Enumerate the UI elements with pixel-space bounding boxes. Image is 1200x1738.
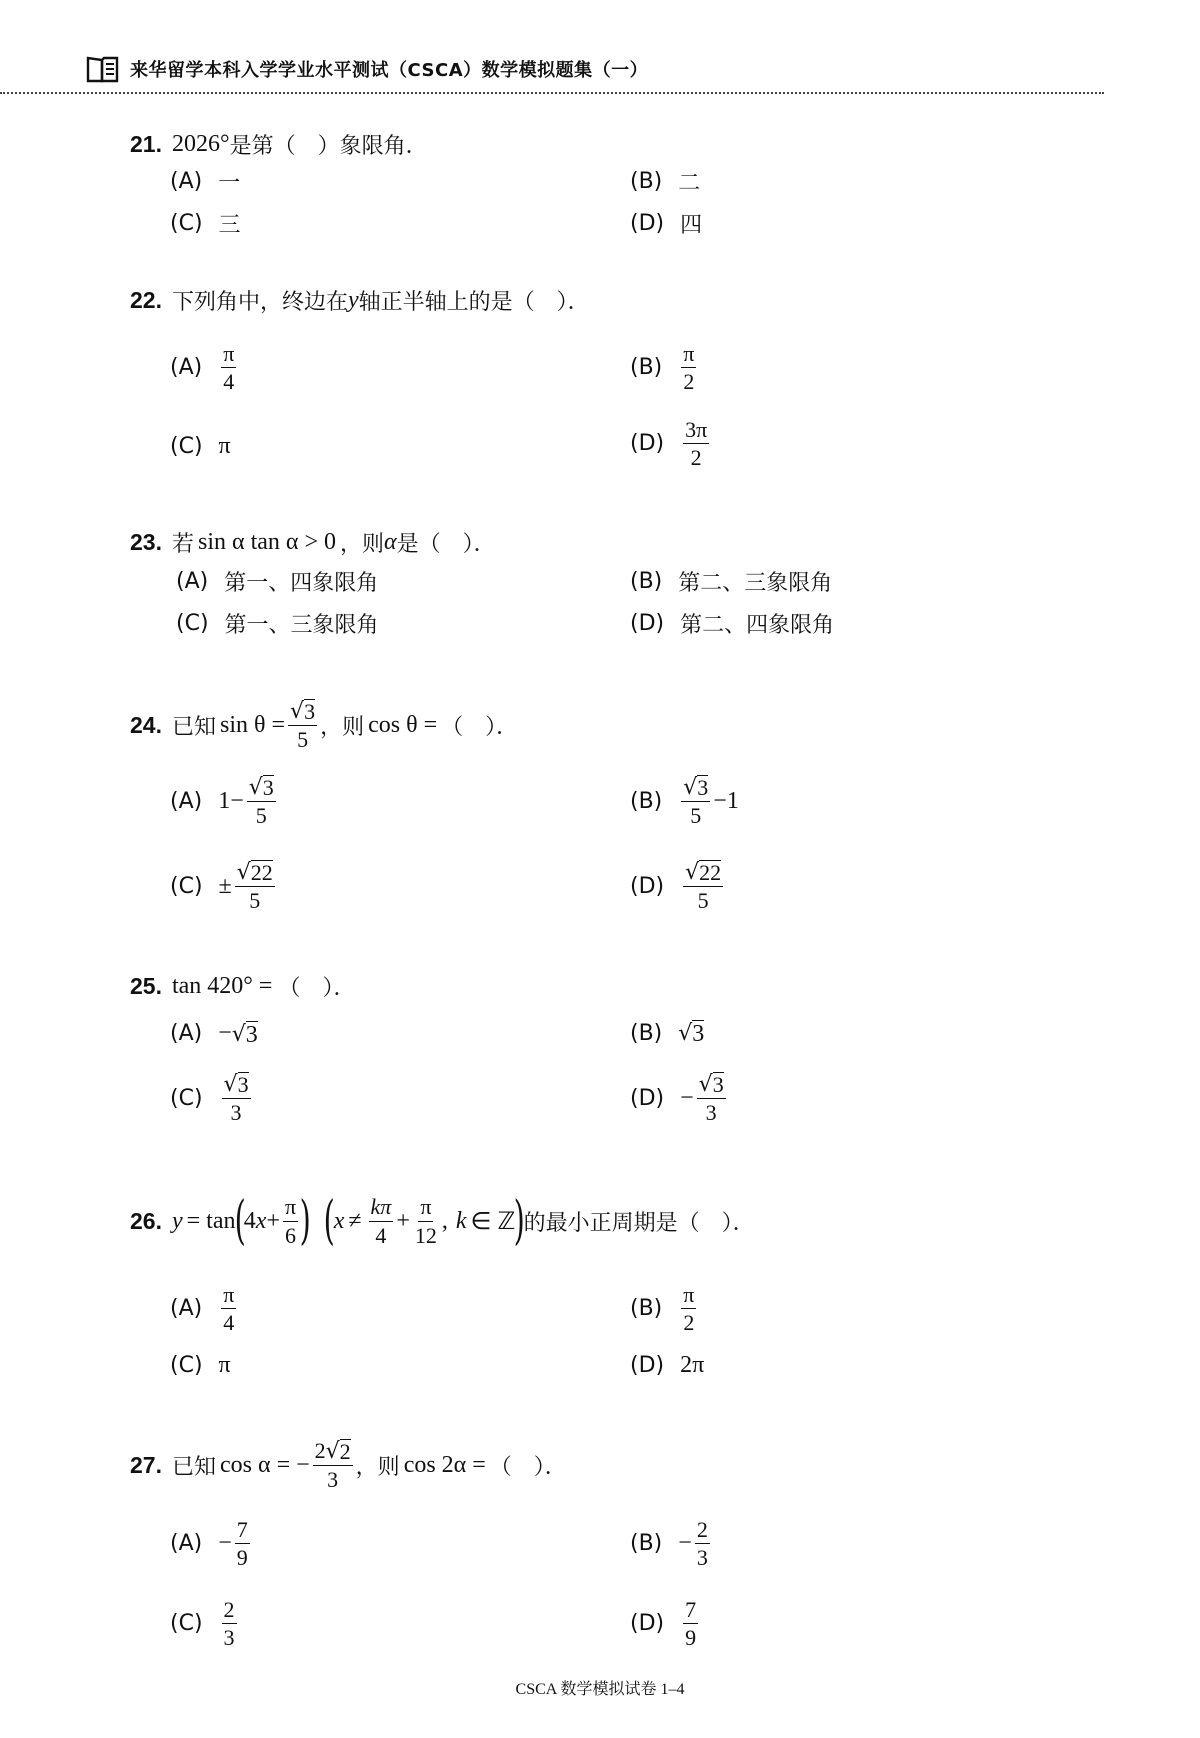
- option-label: (B): [630, 1531, 663, 1557]
- square-root: √ 3: [248, 775, 274, 801]
- question-expression: +: [266, 1207, 280, 1234]
- option-label: (C): [170, 1611, 203, 1637]
- question-text: 若: [171, 531, 194, 557]
- question-expression: +: [396, 1207, 410, 1234]
- question-variable: k: [455, 1207, 467, 1234]
- option-c[interactable]: [170, 1352, 231, 1379]
- option-a[interactable]: [170, 1283, 239, 1334]
- question-expression: 2026°: [171, 130, 230, 157]
- option-d[interactable]: [630, 1598, 701, 1649]
- option-label: (D): [630, 211, 665, 236]
- radicand: 2: [339, 1439, 351, 1464]
- numerator: 2: [222, 1598, 237, 1624]
- header-divider: [0, 92, 1104, 94]
- numerator: π: [681, 1283, 696, 1309]
- option-d[interactable]: [630, 418, 712, 469]
- option-text: 第二、四象限角: [680, 613, 835, 638]
- numerator: 7: [683, 1598, 698, 1624]
- option-a[interactable]: [170, 1518, 253, 1569]
- option-label: (D): [630, 611, 665, 636]
- denominator: 4: [223, 369, 235, 395]
- denominator: 12: [414, 1222, 437, 1248]
- option-a[interactable]: [170, 1020, 258, 1047]
- option-text: π: [218, 1352, 231, 1378]
- numerator: 2: [695, 1518, 710, 1544]
- option-label: (C): [170, 434, 203, 459]
- question-26: [130, 1186, 755, 1256]
- fraction: [235, 1518, 250, 1569]
- option-b[interactable]: [630, 1518, 713, 1569]
- question-text: 轴正半轴上的是（ ）．: [358, 289, 590, 315]
- option-text: 第一、三象限角: [224, 613, 379, 638]
- numerator: π: [418, 1195, 433, 1221]
- option-sign: −: [678, 1530, 692, 1557]
- fraction: [369, 1195, 394, 1246]
- question-text: ，则: [320, 714, 365, 740]
- question-variable: α: [384, 528, 397, 555]
- question-expression: 4: [243, 1207, 256, 1234]
- question-expression: = tan: [186, 1207, 236, 1234]
- book-icon: [86, 54, 120, 84]
- option-text: 四: [680, 213, 703, 238]
- fraction: [681, 1283, 696, 1334]
- question-text: 已知: [171, 1454, 216, 1480]
- fraction: [697, 1072, 726, 1124]
- option-label: (B): [630, 355, 663, 381]
- denominator: 2: [683, 1310, 695, 1336]
- question-variable: y: [171, 1207, 183, 1234]
- option-a[interactable]: [176, 566, 378, 597]
- option-label: (B): [630, 1296, 663, 1322]
- option-label: (C): [170, 211, 203, 236]
- page-header: [86, 52, 648, 86]
- option-expression: −: [218, 1020, 232, 1046]
- question-text: 下列角中，终边在: [171, 289, 348, 315]
- question-expression: cos 2α =: [403, 1451, 486, 1478]
- denominator: 3: [327, 1467, 339, 1492]
- option-expression: ±: [218, 872, 232, 899]
- question-expression: ,: [441, 1207, 448, 1234]
- option-label: (A): [170, 1296, 203, 1322]
- option-c[interactable]: [170, 433, 231, 460]
- option-b[interactable]: [630, 1283, 699, 1334]
- question-expression: cos α = −: [220, 1451, 310, 1478]
- square-root: √ 3: [223, 1072, 249, 1098]
- denominator: 3: [696, 1545, 708, 1571]
- option-label: (B): [630, 169, 663, 194]
- option-label: (D): [630, 1353, 665, 1378]
- option-b[interactable]: [630, 342, 699, 393]
- question-21: [130, 124, 428, 164]
- numerator: π: [283, 1195, 298, 1221]
- option-text: 第一、四象限角: [224, 571, 379, 596]
- option-expression: −1: [713, 787, 739, 814]
- option-expression: −: [680, 1084, 694, 1111]
- radicand: 22: [699, 860, 722, 886]
- option-c[interactable]: [170, 208, 241, 239]
- question-number: 22.: [130, 286, 162, 313]
- question-number: 23.: [130, 528, 162, 555]
- fraction: [683, 860, 723, 912]
- fraction: [247, 775, 276, 827]
- option-a[interactable]: [170, 775, 279, 827]
- square-root: √ 22: [236, 860, 273, 886]
- question-text: （ ）．: [278, 975, 356, 1001]
- fraction: [288, 699, 317, 751]
- question-24: [130, 690, 518, 760]
- option-label: (C): [170, 1085, 203, 1111]
- numerator: π: [221, 342, 236, 368]
- question-25: [130, 966, 355, 1006]
- option-label: (C): [170, 1353, 203, 1378]
- left-paren: (: [323, 1191, 336, 1251]
- option-sign: −: [218, 1530, 232, 1557]
- denominator: 9: [685, 1625, 697, 1651]
- denominator: 5: [697, 888, 709, 914]
- radicand: 3: [262, 775, 274, 801]
- denominator: 4: [375, 1222, 387, 1248]
- square-root: √ 2: [325, 1438, 351, 1464]
- denominator: 5: [297, 727, 309, 752]
- question-27: [130, 1430, 567, 1500]
- option-b[interactable]: [630, 166, 700, 197]
- radicand: 3: [692, 1021, 705, 1047]
- option-label: (A): [170, 1531, 203, 1557]
- question-number: 21.: [130, 130, 162, 157]
- numerator: π: [221, 1283, 236, 1309]
- denominator: 2: [683, 369, 695, 395]
- fraction: [681, 342, 696, 393]
- question-number: 25.: [130, 972, 162, 999]
- option-expression: 1−: [218, 787, 244, 814]
- option-c[interactable]: [170, 860, 278, 912]
- option-text: 一: [218, 171, 241, 196]
- option-text: 2π: [680, 1352, 705, 1378]
- square-root: √ 3: [290, 698, 316, 724]
- square-root: √ 3: [683, 775, 709, 801]
- radicand: 22: [250, 860, 273, 886]
- fraction: [695, 1518, 710, 1569]
- question-text: 是第（ ）象限角．: [229, 133, 428, 159]
- question-23: [130, 522, 496, 562]
- question-expression: ≠: [348, 1207, 362, 1234]
- option-d[interactable]: [630, 1072, 729, 1124]
- option-d[interactable]: [630, 1352, 704, 1379]
- fraction: [683, 1598, 698, 1649]
- question-variable: y: [348, 286, 359, 313]
- numerator: 7: [235, 1518, 250, 1544]
- fraction: [222, 1072, 251, 1124]
- fraction: [681, 775, 710, 827]
- question-22: [130, 280, 590, 320]
- option-label: (C): [176, 611, 209, 636]
- question-number: 26.: [130, 1207, 162, 1234]
- option-label: (C): [170, 873, 203, 899]
- denominator: 5: [255, 803, 267, 829]
- question-expression: sin θ =: [220, 711, 286, 738]
- question-text: 的最小正周期是（ ）．: [523, 1210, 755, 1236]
- right-paren: ): [299, 1191, 311, 1251]
- question-text: 是（ ）．: [396, 531, 496, 557]
- question-expression: cos θ =: [368, 711, 438, 738]
- denominator: 5: [249, 888, 261, 914]
- option-label: (A): [170, 1021, 203, 1046]
- question-number: 27.: [130, 1451, 162, 1478]
- option-b[interactable]: [630, 1020, 704, 1046]
- numerator: π: [681, 342, 696, 368]
- option-c[interactable]: [176, 608, 379, 639]
- option-a[interactable]: [170, 166, 240, 197]
- coefficient: 2: [314, 1437, 326, 1463]
- question-text: 已知: [171, 714, 216, 740]
- option-c[interactable]: [170, 1598, 240, 1649]
- option-d[interactable]: [630, 208, 702, 239]
- radicand: 3: [304, 699, 316, 724]
- option-text: 第二、三象限角: [678, 571, 833, 596]
- question-expression: tan 420° =: [171, 972, 273, 999]
- denominator: 5: [690, 803, 702, 829]
- question-text: ，则: [340, 531, 385, 557]
- numerator: kπ: [369, 1195, 394, 1221]
- question-text: （ ）．: [489, 1454, 567, 1480]
- header-title: 来华留学本科入学学业水平测试（CSCA）数学模拟题集（一）: [130, 60, 649, 81]
- option-label: (B): [630, 1020, 663, 1046]
- option-b[interactable]: [630, 775, 739, 827]
- question-expression: ∈ ℤ: [470, 1208, 516, 1235]
- option-d[interactable]: [630, 608, 834, 639]
- left-paren: (: [234, 1191, 246, 1251]
- option-label: (A): [170, 169, 203, 194]
- option-label: (D): [630, 431, 665, 457]
- right-paren: ): [513, 1191, 526, 1251]
- option-a[interactable]: [170, 342, 239, 393]
- square-root: √ 22: [685, 860, 722, 886]
- option-label: (D): [630, 873, 665, 899]
- fraction: [283, 1195, 298, 1246]
- denominator: 3: [705, 1100, 717, 1126]
- option-text: 二: [678, 171, 701, 196]
- denominator: 2: [690, 445, 702, 471]
- denominator: 4: [223, 1310, 235, 1336]
- denominator: 3: [223, 1625, 235, 1651]
- denominator: 3: [230, 1100, 242, 1126]
- option-c[interactable]: [170, 1072, 254, 1124]
- option-label: (A): [170, 788, 203, 814]
- page-footer: CSCA 数学模拟试卷 1–4: [515, 1681, 685, 1698]
- radicand: 3: [245, 1021, 258, 1048]
- square-root: √ 3: [231, 1021, 258, 1048]
- question-expression: sin α tan α > 0: [198, 528, 337, 555]
- option-text: 三: [218, 213, 241, 238]
- fraction: [235, 860, 275, 912]
- fraction: [413, 1195, 439, 1246]
- fraction: [313, 1439, 353, 1491]
- denominator: 6: [285, 1222, 297, 1248]
- option-label: (A): [170, 355, 203, 381]
- square-root: √ 3: [678, 1021, 705, 1047]
- option-label: (A): [176, 569, 209, 594]
- radicand: 3: [712, 1072, 724, 1098]
- fraction: [683, 418, 709, 469]
- denominator: 9: [236, 1545, 248, 1571]
- fraction: [221, 342, 236, 393]
- numerator: 3π: [683, 418, 709, 444]
- radicand: 3: [697, 775, 709, 801]
- option-d[interactable]: [630, 860, 726, 912]
- option-label: (B): [630, 788, 663, 814]
- fraction: [221, 1283, 236, 1334]
- question-number: 24.: [130, 711, 162, 738]
- option-label: (B): [630, 569, 663, 594]
- question-text: （ ）．: [441, 714, 519, 740]
- option-b[interactable]: [630, 566, 832, 597]
- option-text: π: [218, 433, 231, 459]
- option-label: (D): [630, 1611, 665, 1637]
- radicand: 3: [237, 1072, 249, 1098]
- question-variable: x: [255, 1207, 267, 1234]
- question-variable: x: [333, 1207, 345, 1234]
- option-label: (D): [630, 1085, 665, 1111]
- fraction: [222, 1598, 237, 1649]
- question-text: ，则: [355, 1454, 400, 1480]
- square-root: √ 3: [698, 1072, 724, 1098]
